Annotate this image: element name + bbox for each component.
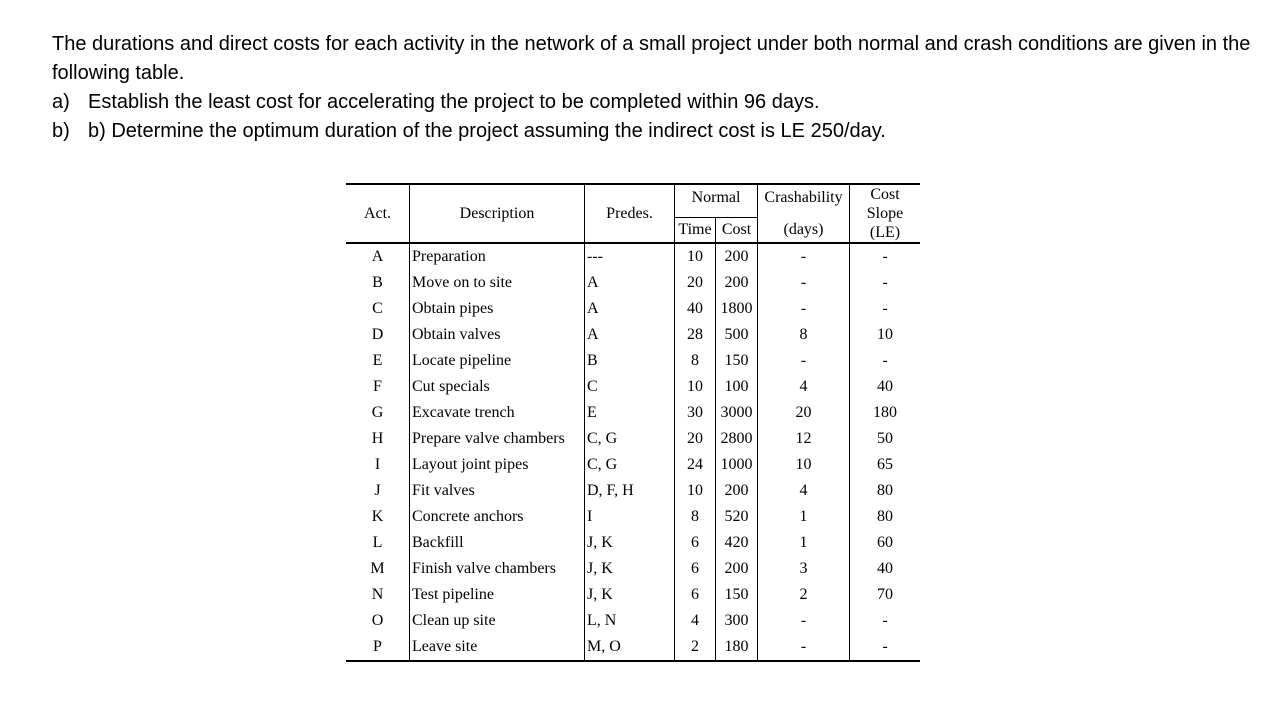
- cell-cost-slope: 80: [877, 508, 893, 525]
- cell-predecessors: J, K: [585, 582, 675, 608]
- header-normal: Normal: [675, 184, 758, 217]
- cell-act: M: [346, 556, 410, 582]
- cell-description: Clean up site: [410, 608, 585, 634]
- header-slope-unit: (LE): [869, 224, 901, 241]
- table-row: [346, 530, 920, 556]
- cell-normal-time: 28: [675, 322, 716, 348]
- cell-cost-slope: 180: [873, 404, 897, 421]
- cell-normal-cost: 2800: [716, 426, 758, 452]
- cell-act: N: [346, 582, 410, 608]
- cell-crashability: 1: [758, 504, 850, 530]
- cell-normal-cost: 200: [716, 556, 758, 582]
- cell-act: K: [346, 504, 410, 530]
- cell-crashability: -: [758, 634, 850, 661]
- cell-normal-time: 20: [675, 426, 716, 452]
- cell-predecessors: D, F, H: [585, 478, 675, 504]
- cell-predecessors: A: [585, 296, 675, 322]
- cell-cost-slope: -: [850, 634, 921, 661]
- cell-description: Excavate trench: [410, 400, 585, 426]
- cell-predecessors: A: [585, 322, 675, 348]
- cell-cost-slope: 40: [877, 378, 893, 395]
- table-row: [346, 243, 920, 270]
- cell-predecessors: C, G: [585, 426, 675, 452]
- cell-normal-time: 40: [675, 296, 716, 322]
- header-cost-slope: Cost Slope: [866, 186, 904, 222]
- question-b: [52, 117, 1252, 146]
- cell-predecessors: C, G: [585, 452, 675, 478]
- cell-act: H: [346, 426, 410, 452]
- header-act: Act.: [346, 184, 410, 243]
- cell-normal-cost: 100: [716, 374, 758, 400]
- question-b-label: b): [52, 120, 70, 142]
- cell-crashability: 8: [758, 322, 850, 348]
- cell-normal-time: 10: [675, 374, 716, 400]
- cell-act: C: [346, 296, 410, 322]
- cell-act: L: [346, 530, 410, 556]
- cell-normal-time: 8: [675, 348, 716, 374]
- cell-normal-time: 6: [675, 582, 716, 608]
- cell-description: Layout joint pipes: [410, 452, 585, 478]
- cell-predecessors: J, K: [585, 530, 675, 556]
- cell-act: I: [346, 452, 410, 478]
- cell-normal-cost: 420: [716, 530, 758, 556]
- cell-predecessors: B: [585, 348, 675, 374]
- cell-normal-cost: 520: [716, 504, 758, 530]
- cell-crashability: 4: [758, 478, 850, 504]
- cell-crashability: 2: [758, 582, 850, 608]
- cell-normal-cost: 300: [716, 608, 758, 634]
- cell-cost-slope: 10: [877, 326, 893, 343]
- cell-cost-slope: -: [882, 300, 888, 317]
- header-description: Description: [410, 184, 585, 243]
- cell-crashability: 4: [758, 374, 850, 400]
- cell-act: G: [346, 400, 410, 426]
- table-row: [346, 400, 920, 426]
- table-row: [346, 582, 920, 608]
- cell-normal-cost: 500: [716, 322, 758, 348]
- cell-predecessors: J, K: [585, 556, 675, 582]
- cell-crashability: -: [758, 348, 850, 374]
- cell-crashability: 1: [758, 530, 850, 556]
- cell-description: Cut specials: [410, 374, 585, 400]
- cell-description: Finish valve chambers: [410, 556, 585, 582]
- cell-description: Locate pipeline: [410, 348, 585, 374]
- cell-normal-cost: 3000: [716, 400, 758, 426]
- cell-normal-cost: 200: [716, 243, 758, 270]
- cell-crashability: -: [758, 243, 850, 270]
- cell-normal-time: 4: [675, 608, 716, 634]
- cell-predecessors: E: [585, 400, 675, 426]
- cell-act: J: [346, 478, 410, 504]
- cell-crashability: 3: [758, 556, 850, 582]
- question-b-text: b) Determine the optimum duration of the project assuming the indirect cost is LE 250/day.: [88, 120, 886, 142]
- cell-cost-slope: 70: [877, 586, 893, 603]
- cell-normal-time: 10: [675, 243, 716, 270]
- cell-cost-slope: -: [882, 612, 888, 629]
- cell-normal-cost: 180: [716, 634, 758, 661]
- intro-paragraph: The durations and direct costs for each activity in the network of a small project under both normal and crash conditions are given in the following table.: [52, 33, 1251, 84]
- cell-cost-slope: -: [882, 274, 888, 291]
- cell-act: P: [346, 634, 410, 661]
- cell-cost-slope: 40: [877, 560, 893, 577]
- cell-normal-time: 24: [675, 452, 716, 478]
- cell-description: Leave site: [410, 634, 585, 661]
- cell-act: E: [346, 348, 410, 374]
- cell-normal-cost: 150: [716, 348, 758, 374]
- cell-normal-cost: 200: [716, 478, 758, 504]
- cell-description: Preparation: [410, 243, 585, 270]
- cell-predecessors: C: [585, 374, 675, 400]
- table-row: [346, 608, 920, 634]
- activity-table-body: [346, 243, 920, 661]
- cell-cost-slope: 65: [877, 456, 893, 473]
- problem-statement: [52, 30, 1252, 146]
- cell-normal-time: 20: [675, 270, 716, 296]
- cell-cost-slope: -: [882, 248, 888, 265]
- cell-description: Concrete anchors: [410, 504, 585, 530]
- cell-crashability: 12: [758, 426, 850, 452]
- activity-table: [346, 183, 920, 662]
- cell-crashability: -: [758, 270, 850, 296]
- table-row: [346, 634, 920, 661]
- cell-description: Move on to site: [410, 270, 585, 296]
- cell-predecessors: L, N: [585, 608, 675, 634]
- header-time: Time: [675, 217, 716, 243]
- cell-normal-cost: 150: [716, 582, 758, 608]
- cell-description: Backfill: [410, 530, 585, 556]
- cell-act: B: [346, 270, 410, 296]
- cell-normal-time: 2: [675, 634, 716, 661]
- cell-normal-time: 10: [675, 478, 716, 504]
- cell-cost-slope: 80: [877, 482, 893, 499]
- table-row: [346, 270, 920, 296]
- cell-crashability: -: [758, 608, 850, 634]
- table-row: [346, 322, 920, 348]
- cell-description: Test pipeline: [410, 582, 585, 608]
- cell-cost-slope: 50: [877, 430, 893, 447]
- cell-predecessors: ---: [585, 243, 675, 270]
- cell-description: Obtain pipes: [410, 296, 585, 322]
- cell-crashability: -: [758, 296, 850, 322]
- table-row: [346, 478, 920, 504]
- cell-crashability: 10: [758, 452, 850, 478]
- cell-cost-slope: -: [882, 352, 888, 369]
- cell-act: D: [346, 322, 410, 348]
- header-crash-unit: (days): [758, 217, 850, 243]
- cell-act: O: [346, 608, 410, 634]
- cell-act: F: [346, 374, 410, 400]
- cell-predecessors: I: [585, 504, 675, 530]
- cell-predecessors: M, O: [585, 634, 675, 661]
- cell-normal-time: 30: [675, 400, 716, 426]
- table-row: [346, 348, 920, 374]
- cell-description: Fit valves: [410, 478, 585, 504]
- cell-normal-cost: 200: [716, 270, 758, 296]
- cell-description: Obtain valves: [410, 322, 585, 348]
- cell-normal-time: 8: [675, 504, 716, 530]
- header-cost: Cost: [716, 217, 758, 243]
- cell-normal-time: 6: [675, 556, 716, 582]
- cell-normal-cost: 1800: [716, 296, 758, 322]
- cell-normal-cost: 1000: [716, 452, 758, 478]
- cell-predecessors: A: [585, 270, 675, 296]
- table-row: [346, 426, 920, 452]
- question-a-label: a): [52, 91, 70, 113]
- table-row: [346, 296, 920, 322]
- header-crashability: Crashability: [758, 184, 850, 217]
- table-row: [346, 556, 920, 582]
- cell-act: A: [346, 243, 410, 270]
- question-a-text: Establish the least cost for accelerating the project to be completed within 96 days.: [88, 91, 820, 113]
- table-row: [346, 452, 920, 478]
- cell-description: Prepare valve chambers: [410, 426, 585, 452]
- header-predecessors: Predes.: [585, 184, 675, 243]
- question-a: [52, 88, 1252, 117]
- activity-table-wrapper: [346, 183, 920, 662]
- cell-crashability: 20: [758, 400, 850, 426]
- cell-cost-slope: 60: [877, 534, 893, 551]
- header-cost-slope-cell: [850, 184, 921, 243]
- cell-normal-time: 6: [675, 530, 716, 556]
- table-row: [346, 374, 920, 400]
- table-row: [346, 504, 920, 530]
